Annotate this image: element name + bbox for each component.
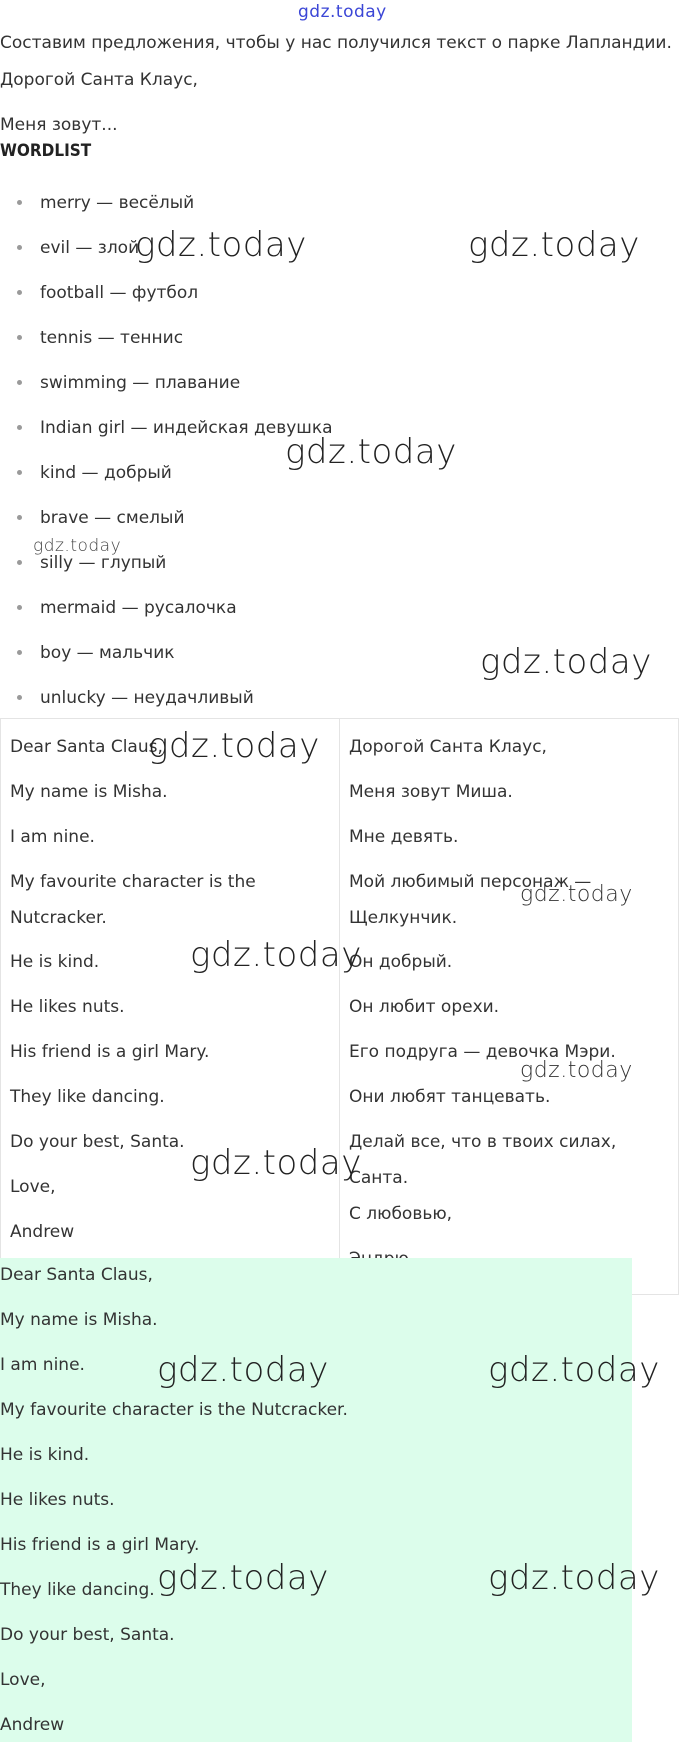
russian-line: С любовью, — [349, 1204, 453, 1224]
russian-line: Дорогой Санта Клаус, — [349, 737, 547, 757]
bullet-icon — [17, 605, 22, 610]
english-line: Love, — [10, 1177, 56, 1197]
answer-line: I am nine. — [0, 1355, 85, 1375]
russian-line: Они любят танцевать. — [349, 1087, 551, 1107]
list-item-text: swimming — плавание — [40, 373, 241, 393]
watermark: gdz.today — [33, 536, 122, 556]
name-line-text: Меня зовут... — [0, 115, 118, 135]
english-line: He likes nuts. — [10, 997, 125, 1017]
answer-line: Andrew — [0, 1715, 65, 1735]
list-item-text: evil — злой — [40, 238, 140, 258]
list-item — [0, 280, 680, 325]
bullet-icon — [17, 290, 22, 295]
russian-line: Он любит орехи. — [349, 997, 500, 1017]
bullet-icon — [17, 425, 22, 430]
list-item-text: tennis — теннис — [40, 328, 184, 348]
list-item — [0, 595, 680, 640]
english-line: Andrew — [10, 1222, 75, 1242]
list-item-text: unlucky — неудачливый — [40, 688, 254, 708]
english-line: I am nine. — [10, 827, 95, 847]
answer-line: He is kind. — [0, 1445, 90, 1465]
watermark: gdz.today — [157, 1350, 329, 1390]
list-item — [0, 550, 680, 595]
watermark: gdz.today — [135, 225, 307, 265]
list-item-text: Indian girl — индейская девушка — [40, 418, 333, 438]
bullet-icon — [17, 200, 22, 205]
answer-line: My name is Misha. — [0, 1310, 158, 1330]
answer-line: They like dancing. — [0, 1580, 155, 1600]
russian-line: Меня зовут Миша. — [349, 782, 513, 802]
bullet-icon — [17, 515, 22, 520]
answer-line: Love, — [0, 1670, 46, 1690]
english-column — [1, 719, 340, 1295]
list-item-text: boy — мальчик — [40, 643, 175, 663]
bullet-icon — [17, 650, 22, 655]
list-item-text: silly — глупый — [40, 553, 167, 573]
watermark: gdz.today — [520, 882, 633, 907]
task-text: Составим предложения, чтобы у нас получился текст о парке Лапландии. — [0, 33, 672, 53]
list-item-text: brave — смелый — [40, 508, 185, 528]
answer-line: He likes nuts. — [0, 1490, 115, 1510]
answer-line: My favourite character is the Nutcracker. — [0, 1400, 348, 1420]
russian-column — [340, 719, 679, 1295]
russian-line: Мне девять. — [349, 827, 459, 847]
english-line: My name is Misha. — [10, 782, 168, 802]
watermark: gdz.today — [488, 1558, 660, 1598]
list-item-text: football — футбол — [40, 283, 199, 303]
watermark: gdz.today — [520, 1058, 633, 1083]
bullet-icon — [17, 560, 22, 565]
bullet-icon — [17, 695, 22, 700]
answer-block — [0, 1258, 632, 1742]
english-line: Dear Santa Claus, — [10, 737, 163, 757]
wordlist-heading: WORDLIST — [0, 141, 92, 161]
english-line: His friend is a girl Mary. — [10, 1042, 210, 1062]
russian-line: Его подруга — девочка Мэри. — [349, 1042, 616, 1062]
greeting-text: Дорогой Санта Клаус, — [0, 70, 198, 90]
russian-line: Делай все, что в твоих силах, Санта. — [349, 1132, 617, 1188]
watermark: gdz.today — [190, 935, 362, 975]
english-line: Do your best, Santa. — [10, 1132, 185, 1152]
translation-table — [0, 718, 679, 1295]
bullet-icon — [17, 470, 22, 475]
watermark: gdz.today — [468, 225, 640, 265]
list-item — [0, 370, 680, 415]
list-item — [0, 325, 680, 370]
english-line: They like dancing. — [10, 1087, 165, 1107]
russian-line: Он добрый. — [349, 952, 453, 972]
answer-line: Dear Santa Claus, — [0, 1265, 153, 1285]
watermark: gdz.today — [190, 1143, 362, 1183]
watermark: gdz.today — [285, 432, 457, 472]
watermark: gdz.today — [148, 726, 320, 766]
bullet-icon — [17, 335, 22, 340]
watermark: gdz.today — [488, 1350, 660, 1390]
russian-line: Мой любимый персонаж — Щелкунчик. — [349, 872, 592, 928]
answer-line: Do your best, Santa. — [0, 1625, 175, 1645]
bullet-icon — [17, 245, 22, 250]
answer-line: His friend is a girl Mary. — [0, 1535, 200, 1555]
site-logo[interactable]: gdz.today — [298, 2, 387, 22]
list-item-text: mermaid — русалочка — [40, 598, 237, 618]
english-line: He is kind. — [10, 952, 100, 972]
list-item-text: merry — весёлый — [40, 193, 195, 213]
watermark: gdz.today — [480, 642, 652, 682]
watermark: gdz.today — [157, 1558, 329, 1598]
bullet-icon — [17, 380, 22, 385]
list-item-text: kind — добрый — [40, 463, 172, 483]
english-line: My favourite character is the Nutcracker. — [10, 872, 256, 928]
table-row — [1, 719, 679, 1295]
